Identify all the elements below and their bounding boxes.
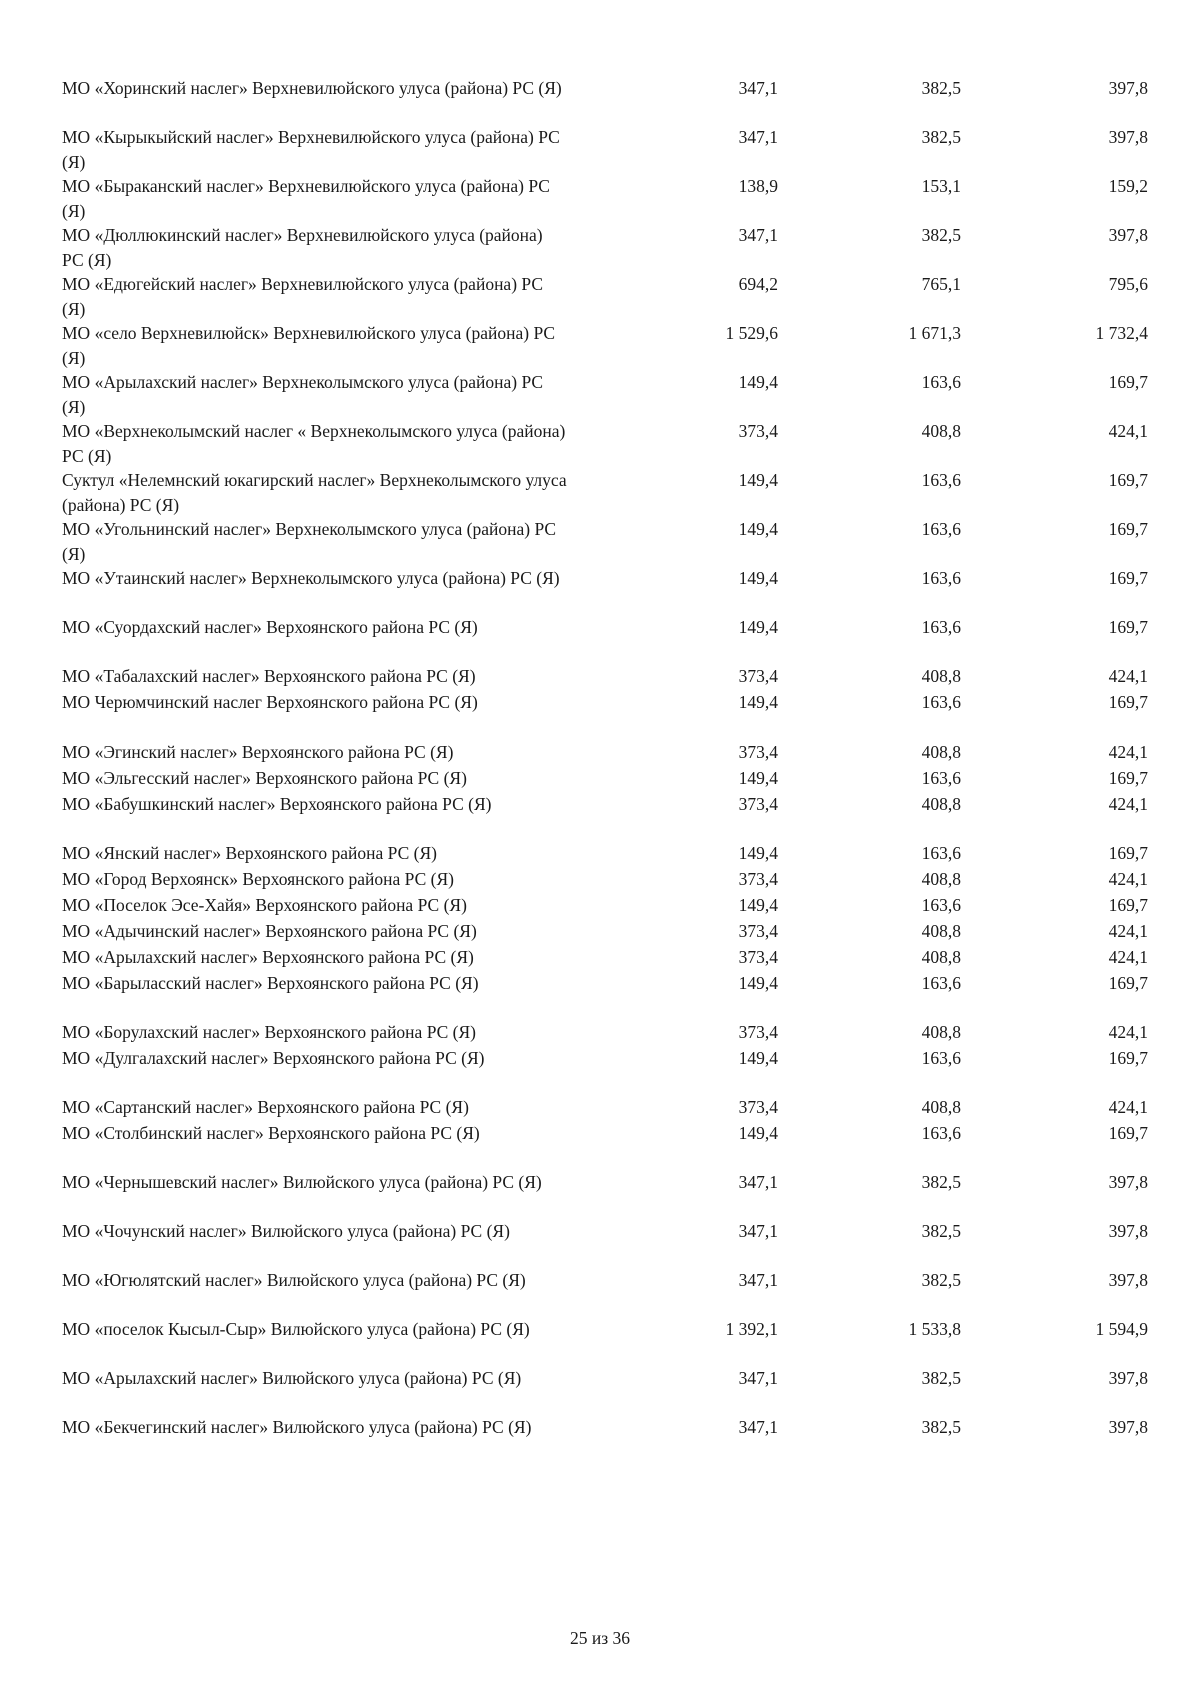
row-name: МО «Арылахский наслег» Верхнеколымского улуса (района) РС (Я) bbox=[62, 372, 544, 417]
row-name: МО «Бекчегинский наслег» Вилюйского улуса (района) РС (Я) bbox=[62, 1417, 532, 1437]
row-value-1: 149,4 bbox=[738, 372, 778, 392]
row-value-3: 169,7 bbox=[1108, 519, 1148, 539]
row-value-2: 408,8 bbox=[921, 794, 961, 814]
row-value-3: 397,8 bbox=[1108, 127, 1148, 147]
row-value-3: 169,7 bbox=[1108, 1123, 1148, 1143]
row-value-1: 373,4 bbox=[738, 421, 778, 441]
row-value-3: 169,7 bbox=[1108, 1048, 1148, 1068]
row-value-2: 163,6 bbox=[921, 1123, 961, 1143]
row-value-3: 169,7 bbox=[1108, 843, 1148, 863]
row-value-2: 408,8 bbox=[921, 742, 961, 762]
row-value-3: 424,1 bbox=[1108, 1097, 1148, 1117]
row-value-2: 408,8 bbox=[921, 1097, 961, 1117]
row-name: МО «Эльгесский наслег» Верхоянского района РС (Я) bbox=[62, 768, 467, 788]
row-name: МО «Кырыкыйский наслег» Верхневилюйского улуса (района) РС (Я) bbox=[62, 127, 560, 172]
row-value-2: 163,6 bbox=[921, 372, 961, 392]
row-name: МО «Барыласский наслег» Верхоянского района РС (Я) bbox=[62, 973, 479, 993]
row-value-1: 149,4 bbox=[738, 617, 778, 637]
row-name: Суктул «Нелемнский юкагирский наслег» Верхнеколымского улуса (района) РС (Я) bbox=[62, 470, 567, 515]
row-value-1: 149,4 bbox=[738, 692, 778, 712]
row-value-2: 163,6 bbox=[921, 519, 961, 539]
row-value-1: 373,4 bbox=[738, 921, 778, 941]
row-value-3: 169,7 bbox=[1108, 692, 1148, 712]
row-value-1: 347,1 bbox=[738, 1368, 778, 1388]
row-value-2: 382,5 bbox=[921, 127, 961, 147]
row-name: МО «Чернышевский наслег» Вилюйского улуса (района) РС (Я) bbox=[62, 1172, 542, 1192]
row-value-2: 408,8 bbox=[921, 666, 961, 686]
row-value-1: 373,4 bbox=[738, 1022, 778, 1042]
row-name: МО «Югюлятский наслег» Вилюйского улуса (района) РС (Я) bbox=[62, 1270, 526, 1290]
row-value-3: 169,7 bbox=[1108, 768, 1148, 788]
row-name: МО «Янский наслег» Верхоянского района РС (Я) bbox=[62, 843, 438, 863]
row-value-1: 373,4 bbox=[738, 1097, 778, 1117]
row-value-3: 424,1 bbox=[1108, 1022, 1148, 1042]
row-value-2: 153,1 bbox=[921, 176, 961, 196]
row-value-3: 424,1 bbox=[1108, 742, 1148, 762]
row-value-3: 397,8 bbox=[1108, 1368, 1148, 1388]
row-value-1: 347,1 bbox=[738, 1417, 778, 1437]
row-value-2: 382,5 bbox=[921, 225, 961, 245]
row-value-2: 408,8 bbox=[921, 421, 961, 441]
row-name: МО «Город Верхоянск» Верхоянского района РС (Я) bbox=[62, 869, 454, 889]
row-name: МО «Бабушкинский наслег» Верхоянского района РС (Я) bbox=[62, 794, 492, 814]
row-value-1: 149,4 bbox=[738, 1048, 778, 1068]
row-value-2: 382,5 bbox=[921, 1417, 961, 1437]
row-name: МО «Хоринский наслег» Верхневилюйского улуса (района) РС (Я) bbox=[62, 78, 562, 98]
row-name: МО «Арылахский наслег» Верхоянского района РС (Я) bbox=[62, 947, 474, 967]
row-value-3: 169,7 bbox=[1108, 895, 1148, 915]
row-value-1: 373,4 bbox=[738, 794, 778, 814]
row-name: МО «Суордахский наслег» Верхоянского района РС (Я) bbox=[62, 617, 478, 637]
row-name: МО «Дюллюкинский наслег» Верхневилюйского улуса (района) РС (Я) bbox=[62, 225, 543, 270]
row-value-1: 149,4 bbox=[738, 843, 778, 863]
row-value-3: 169,7 bbox=[1108, 973, 1148, 993]
row-name: МО «Быраканский наслег» Верхневилюйского улуса (района) РС (Я) bbox=[62, 176, 550, 221]
row-value-2: 1 533,8 bbox=[908, 1319, 961, 1339]
row-value-2: 163,6 bbox=[921, 1048, 961, 1068]
row-value-2: 382,5 bbox=[921, 1368, 961, 1388]
row-value-2: 163,6 bbox=[921, 470, 961, 490]
row-value-3: 159,2 bbox=[1108, 176, 1148, 196]
row-value-1: 373,4 bbox=[738, 869, 778, 889]
row-value-3: 397,8 bbox=[1108, 78, 1148, 98]
row-value-1: 1 529,6 bbox=[725, 323, 778, 343]
row-value-1: 347,1 bbox=[738, 78, 778, 98]
row-value-2: 163,6 bbox=[921, 895, 961, 915]
row-value-1: 149,4 bbox=[738, 973, 778, 993]
row-value-1: 373,4 bbox=[738, 947, 778, 967]
row-value-3: 397,8 bbox=[1108, 1221, 1148, 1241]
row-value-2: 382,5 bbox=[921, 1270, 961, 1290]
row-value-3: 424,1 bbox=[1108, 794, 1148, 814]
row-value-3: 397,8 bbox=[1108, 225, 1148, 245]
row-name: МО «Эгинский наслег» Верхоянского района РС (Я) bbox=[62, 742, 454, 762]
row-value-3: 424,1 bbox=[1108, 421, 1148, 441]
row-value-2: 408,8 bbox=[921, 947, 961, 967]
row-value-1: 149,4 bbox=[738, 768, 778, 788]
row-value-1: 149,4 bbox=[738, 895, 778, 915]
row-name: МО Черюмчинский наслег Верхоянского района РС (Я) bbox=[62, 692, 478, 712]
row-value-2: 163,6 bbox=[921, 768, 961, 788]
row-value-2: 382,5 bbox=[921, 1221, 961, 1241]
row-value-1: 347,1 bbox=[738, 225, 778, 245]
row-value-2: 382,5 bbox=[921, 1172, 961, 1192]
row-value-1: 149,4 bbox=[738, 1123, 778, 1143]
row-value-1: 347,1 bbox=[738, 127, 778, 147]
row-value-3: 397,8 bbox=[1108, 1172, 1148, 1192]
row-value-1: 347,1 bbox=[738, 1172, 778, 1192]
row-value-1: 347,1 bbox=[738, 1270, 778, 1290]
row-value-2: 408,8 bbox=[921, 869, 961, 889]
row-value-2: 1 671,3 bbox=[908, 323, 961, 343]
row-value-1: 373,4 bbox=[738, 666, 778, 686]
row-value-1: 149,4 bbox=[738, 519, 778, 539]
row-value-2: 163,6 bbox=[921, 617, 961, 637]
row-value-3: 397,8 bbox=[1108, 1270, 1148, 1290]
row-value-3: 169,7 bbox=[1108, 617, 1148, 637]
row-name: МО «Угольнинский наслег» Верхнеколымского улуса (района) РС (Я) bbox=[62, 519, 557, 564]
row-value-2: 163,6 bbox=[921, 568, 961, 588]
row-value-1: 694,2 bbox=[738, 274, 778, 294]
row-name: МО «Табалахский наслег» Верхоянского района РС (Я) bbox=[62, 666, 476, 686]
row-name: МО «село Верхневилюйск» Верхневилюйского улуса (района) РС (Я) bbox=[62, 323, 556, 368]
row-value-1: 1 392,1 bbox=[725, 1319, 778, 1339]
row-value-3: 1 594,9 bbox=[1095, 1319, 1148, 1339]
row-value-1: 149,4 bbox=[738, 568, 778, 588]
page-number: 25 из 36 bbox=[569, 1628, 631, 1648]
row-value-2: 163,6 bbox=[921, 692, 961, 712]
row-value-2: 408,8 bbox=[921, 921, 961, 941]
row-value-3: 169,7 bbox=[1108, 568, 1148, 588]
row-value-1: 149,4 bbox=[738, 470, 778, 490]
row-value-3: 424,1 bbox=[1108, 869, 1148, 889]
row-value-3: 169,7 bbox=[1108, 372, 1148, 392]
row-value-3: 795,6 bbox=[1108, 274, 1148, 294]
row-value-1: 138,9 bbox=[738, 176, 778, 196]
row-value-3: 397,8 bbox=[1108, 1417, 1148, 1437]
row-name: МО «Борулахский наслег» Верхоянского района РС (Я) bbox=[62, 1022, 477, 1042]
row-value-1: 373,4 bbox=[738, 742, 778, 762]
row-name: МО «Адычинский наслег» Верхоянского района РС (Я) bbox=[62, 921, 477, 941]
row-value-3: 1 732,4 bbox=[1095, 323, 1148, 343]
row-name: МО «Верхнеколымский наслег « Верхнеколымского улуса (района) РС (Я) bbox=[62, 421, 566, 466]
row-value-3: 424,1 bbox=[1108, 947, 1148, 967]
row-value-3: 169,7 bbox=[1108, 470, 1148, 490]
row-name: МО «поселок Кысыл-Сыр» Вилюйского улуса (района) РС (Я) bbox=[62, 1319, 530, 1339]
row-name: МО «Столбинский наслег» Верхоянского района РС (Я) bbox=[62, 1123, 480, 1143]
row-value-2: 163,6 bbox=[921, 973, 961, 993]
row-name: МО «Сартанский наслег» Верхоянского района РС (Я) bbox=[62, 1097, 469, 1117]
row-value-2: 382,5 bbox=[921, 78, 961, 98]
row-value-1: 347,1 bbox=[738, 1221, 778, 1241]
row-value-2: 765,1 bbox=[921, 274, 961, 294]
row-name: МО «Дулгалахский наслег» Верхоянского района РС (Я) bbox=[62, 1048, 485, 1068]
row-value-3: 424,1 bbox=[1108, 921, 1148, 941]
row-value-3: 424,1 bbox=[1108, 666, 1148, 686]
row-name: МО «Утаинский наслег» Верхнеколымского улуса (района) РС (Я) bbox=[62, 568, 560, 588]
row-name: МО «Чочунский наслег» Вилюйского улуса (района) РС (Я) bbox=[62, 1221, 510, 1241]
row-value-2: 163,6 bbox=[921, 843, 961, 863]
row-name: МО «Арылахский наслег» Вилюйского улуса (района) РС (Я) bbox=[62, 1368, 522, 1388]
row-name: МО «Едюгейский наслег» Верхневилюйского улуса (района) РС (Я) bbox=[62, 274, 544, 319]
row-name: МО «Поселок Эсе-Хайя» Верхоянского района РС (Я) bbox=[62, 895, 467, 915]
row-value-2: 408,8 bbox=[921, 1022, 961, 1042]
